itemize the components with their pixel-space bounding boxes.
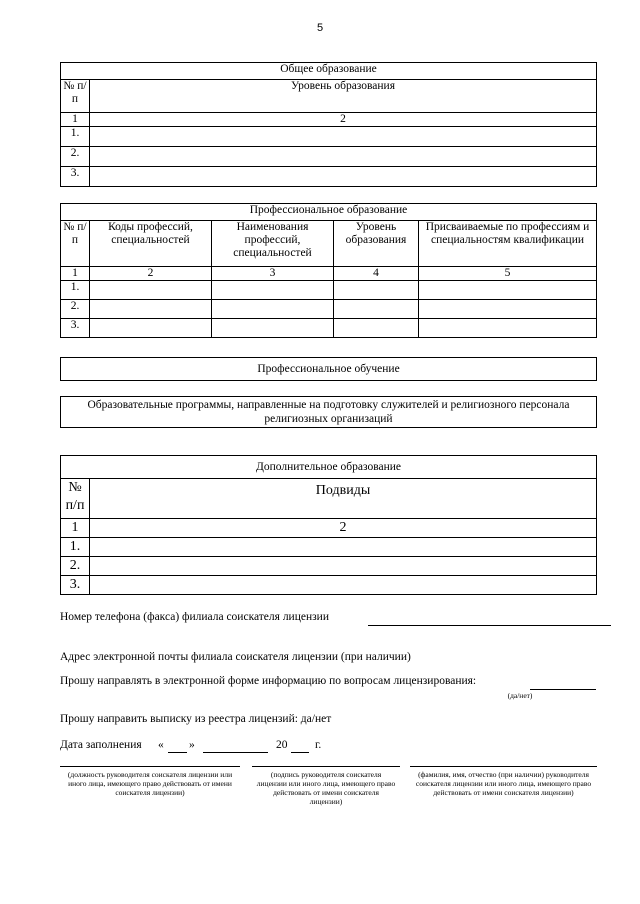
- table-cell[interactable]: [419, 319, 597, 338]
- year-field[interactable]: [291, 752, 309, 753]
- month-field[interactable]: [203, 752, 268, 753]
- table-cell[interactable]: [90, 127, 597, 147]
- table-cell[interactable]: [334, 319, 419, 338]
- general-education-title: Общее образование: [61, 63, 597, 80]
- table-cell[interactable]: [334, 281, 419, 300]
- table-cell[interactable]: [90, 300, 212, 319]
- col-index: 4: [334, 267, 419, 281]
- col-number-header: № п/п: [61, 479, 90, 519]
- position-line[interactable]: [60, 766, 240, 767]
- table-row: [61, 127, 597, 147]
- table-cell[interactable]: [90, 538, 597, 557]
- row-number: 3.: [61, 576, 90, 595]
- day-field[interactable]: [168, 752, 187, 753]
- table-row: [61, 576, 597, 595]
- table-row: [61, 557, 597, 576]
- professional-education-title: Профессиональное образование: [61, 204, 597, 221]
- electronic-form-label: Прошу направлять в электронной форме информацию по вопросам лицензирования:: [60, 675, 477, 687]
- signature-caption: (подпись руководителя соискателя лицензии или иного лица, имеющего право действовать от имени соискателя лицензии): [256, 770, 396, 806]
- col-number-header: № п/п: [61, 221, 90, 267]
- table-row: [61, 167, 597, 187]
- signature-line[interactable]: [252, 766, 400, 767]
- extract-label: Прошу направить выписку из реестра лицензий: да/нет: [60, 713, 332, 725]
- professional-training-title: Профессиональное обучение: [257, 363, 400, 375]
- additional-education-table: [60, 455, 597, 595]
- email-label: Адрес электронной почты филиала соискателя лицензии (при наличии): [60, 651, 411, 663]
- table-row: [61, 319, 597, 338]
- table-cell[interactable]: [90, 281, 212, 300]
- date-label: Дата заполнения: [60, 739, 142, 751]
- professional-education-table: [60, 203, 597, 338]
- row-number: 3.: [61, 319, 90, 338]
- row-number: 2.: [61, 147, 90, 167]
- row-number: 2.: [61, 300, 90, 319]
- phone-field[interactable]: [368, 625, 611, 626]
- col-index: 5: [419, 267, 597, 281]
- col-level-header: Уровень образования: [334, 221, 419, 267]
- col-subtypes-header: Подвиды: [90, 479, 597, 519]
- year-prefix: 20: [276, 739, 288, 751]
- religious-programs-box: [60, 396, 597, 428]
- table-row: [61, 147, 597, 167]
- col-index: 1: [61, 267, 90, 281]
- col-index: 1: [61, 519, 90, 538]
- table-cell[interactable]: [212, 319, 334, 338]
- col-index: 2: [90, 267, 212, 281]
- religious-programs-title: Образовательные программы, направленные на подготовку служителей и религиозного персонала религиозных организаций: [87, 399, 570, 425]
- col-codes-header: Коды профессий, специальностей: [90, 221, 212, 267]
- table-row: [61, 538, 597, 557]
- table-cell[interactable]: [90, 576, 597, 595]
- table-cell[interactable]: [419, 300, 597, 319]
- professional-training-box: [60, 357, 597, 381]
- date-close-quote: »: [189, 739, 195, 751]
- col-names-header: Наименования профессий, специальностей: [212, 221, 334, 267]
- table-cell[interactable]: [334, 300, 419, 319]
- electronic-form-field[interactable]: [530, 689, 596, 690]
- col-index: 2: [90, 113, 597, 127]
- row-number: 1.: [61, 127, 90, 147]
- col-number-header: № п/п: [61, 80, 90, 113]
- table-row: [61, 300, 597, 319]
- col-level-header: Уровень образования: [90, 80, 597, 113]
- general-education-table: [60, 62, 597, 187]
- yes-no-hint: (да/нет): [507, 691, 533, 700]
- col-index: 1: [61, 113, 90, 127]
- row-number: 1.: [61, 281, 90, 300]
- table-row: [61, 281, 597, 300]
- name-caption: (фамилия, имя, отчество (при наличии) руководителя соискателя лицензии или иного лица, имеющего право действовать от имени соискателя лицензии): [415, 770, 592, 797]
- row-number: 1.: [61, 538, 90, 557]
- table-cell[interactable]: [90, 167, 597, 187]
- table-cell[interactable]: [90, 557, 597, 576]
- position-caption: (должность руководителя соискателя лицензии или иного лица, имеющего право действовать от имени соискателя лицензии): [67, 770, 233, 797]
- table-cell[interactable]: [419, 281, 597, 300]
- row-number: 2.: [61, 557, 90, 576]
- table-cell[interactable]: [212, 300, 334, 319]
- additional-education-title: Дополнительное образование: [61, 456, 597, 479]
- table-cell[interactable]: [90, 147, 597, 167]
- date-open-quote: «: [158, 739, 164, 751]
- row-number: 3.: [61, 167, 90, 187]
- table-cell[interactable]: [90, 319, 212, 338]
- phone-label: Номер телефона (факса) филиала соискателя лицензии: [60, 611, 329, 623]
- page-number: 5: [316, 22, 324, 34]
- col-index: 3: [212, 267, 334, 281]
- table-cell[interactable]: [212, 281, 334, 300]
- name-line[interactable]: [410, 766, 597, 767]
- col-index: 2: [90, 519, 597, 538]
- col-qualification-header: Присваиваемые по профессиям и специальностям квалификации: [419, 221, 597, 267]
- year-suffix: г.: [315, 739, 322, 751]
